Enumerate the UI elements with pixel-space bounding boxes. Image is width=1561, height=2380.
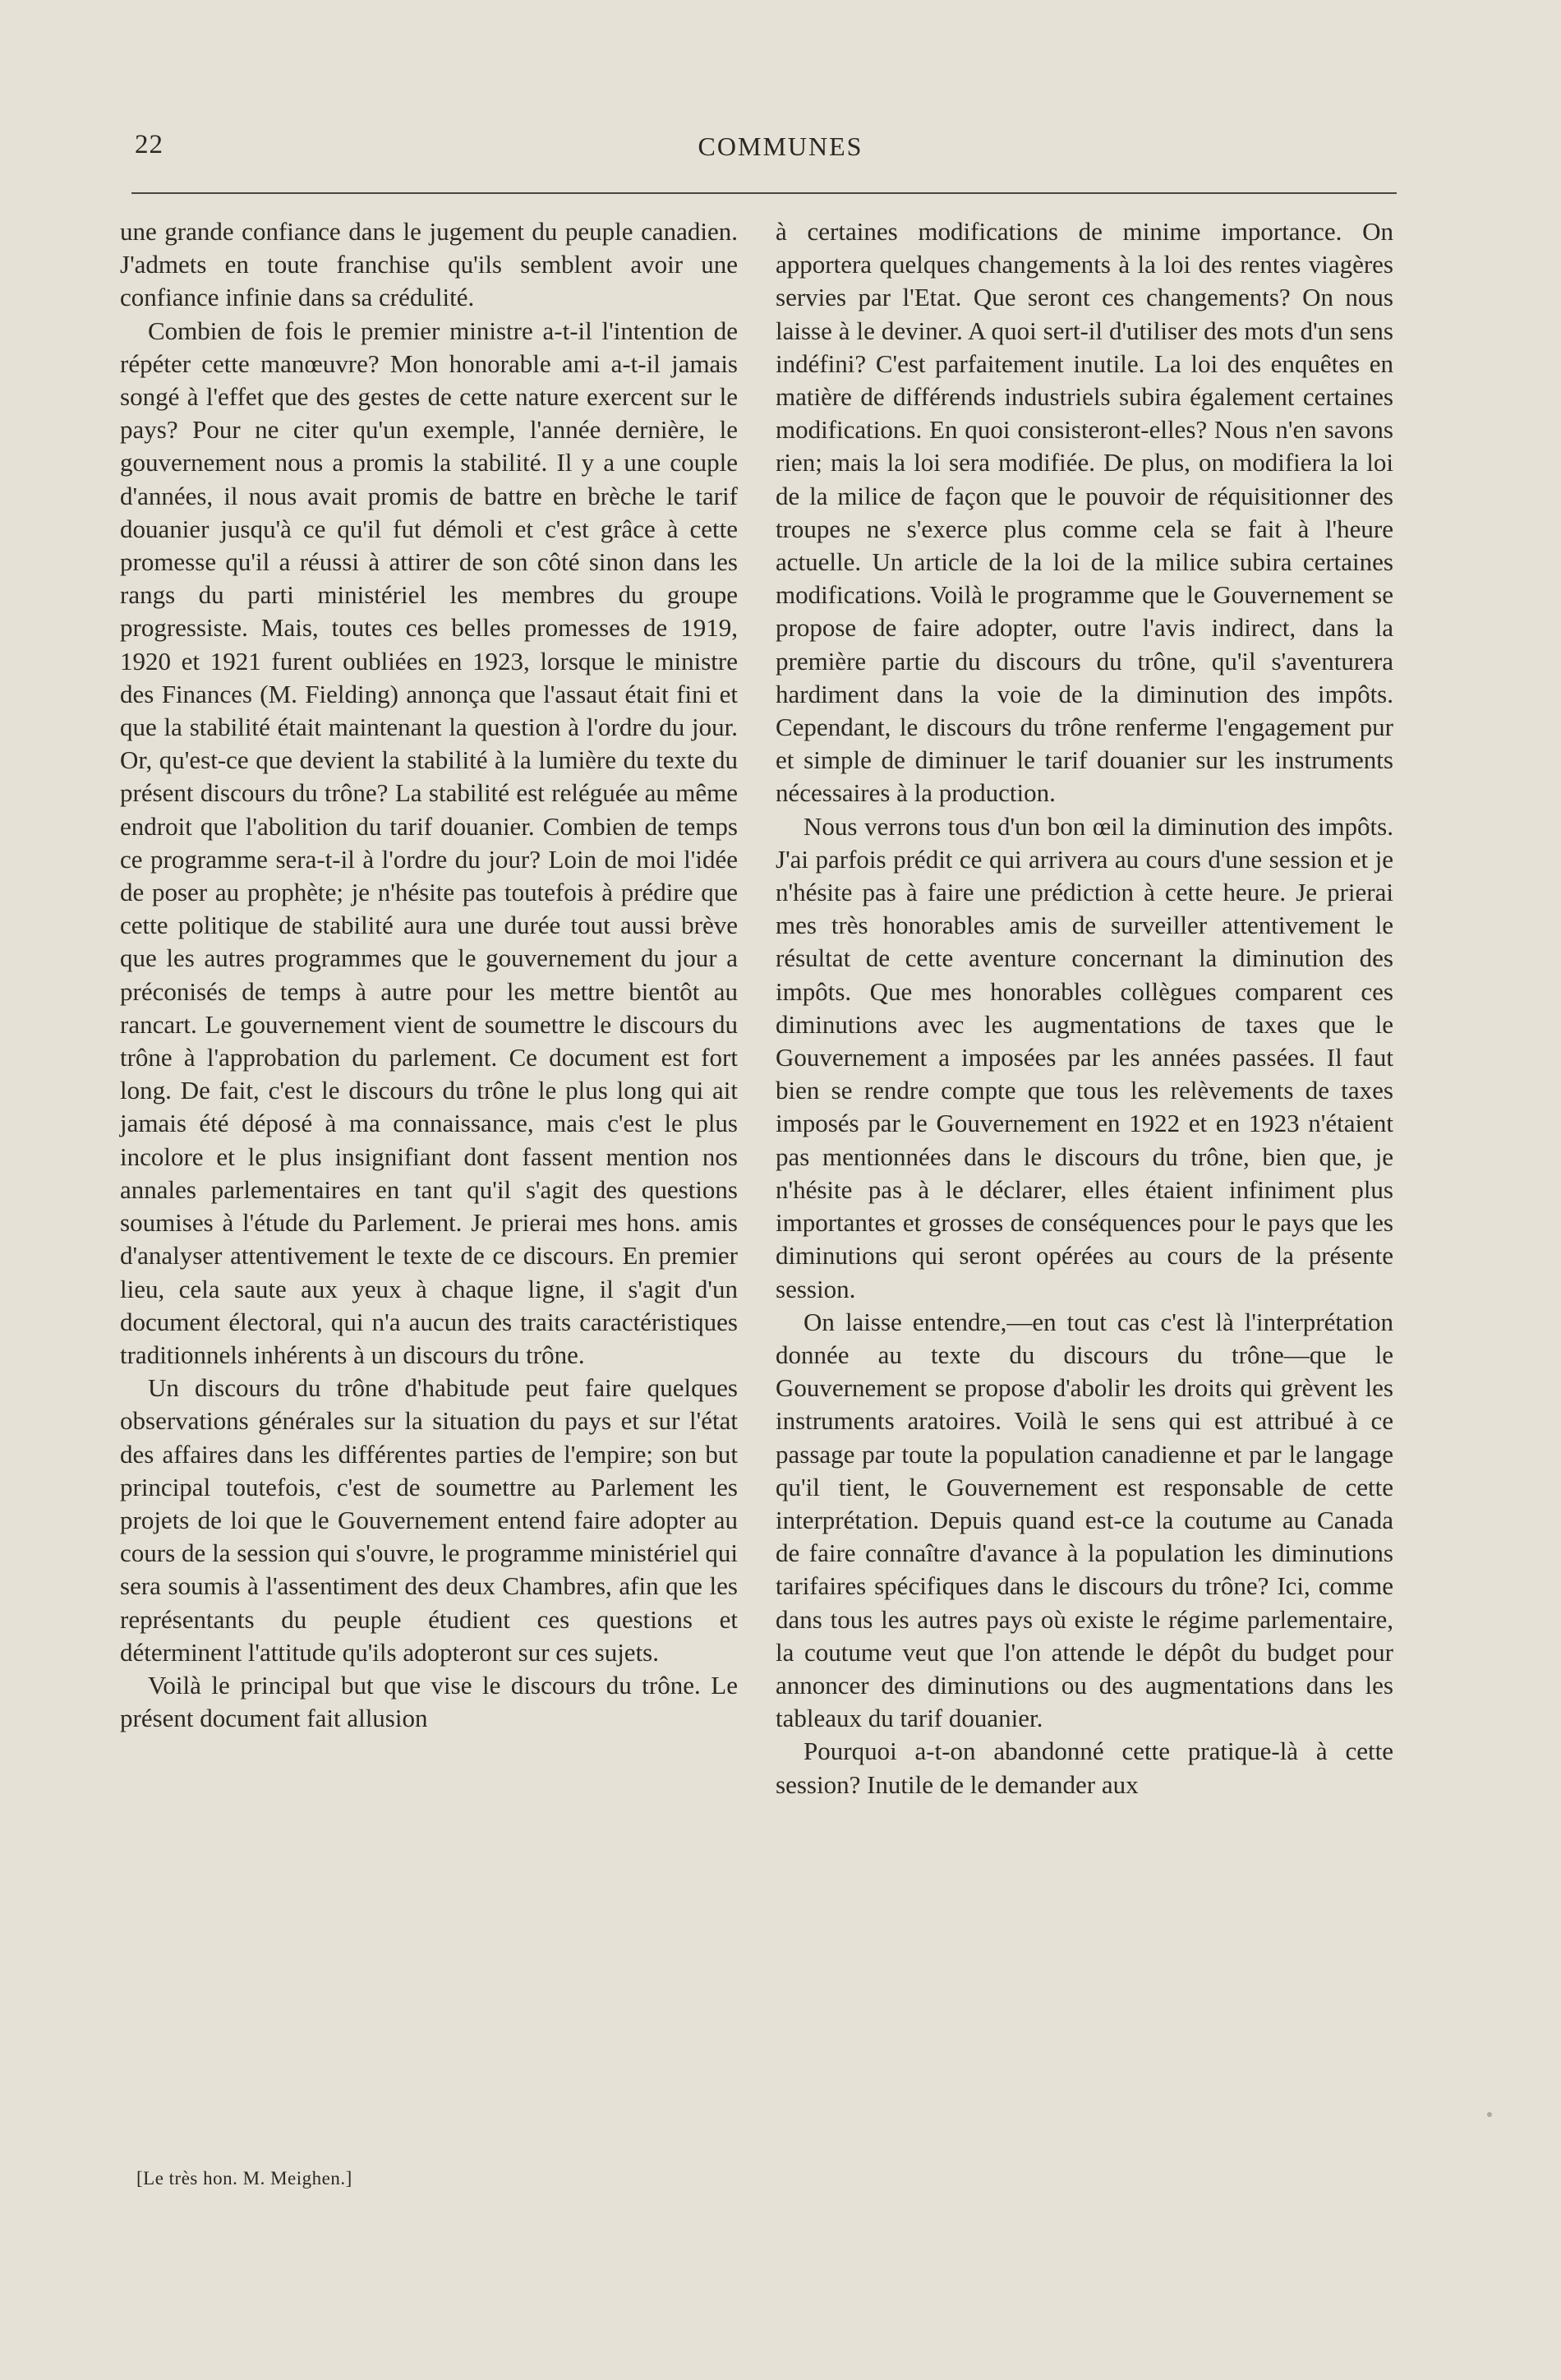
speaker-footnote: [Le très hon. M. Meighen.] bbox=[136, 2168, 352, 2189]
header-rule bbox=[131, 192, 1397, 194]
paper-speck bbox=[1487, 2112, 1492, 2117]
paragraph: Pourquoi a-t-on abandonné cette pratique-là à cette session? Inutile de le demander aux bbox=[776, 1737, 1393, 1799]
paragraph: Voilà le principal but que vise le discours du trône. Le présent document fait allusion bbox=[120, 1670, 738, 1733]
left-column bbox=[120, 215, 738, 1735]
paragraph: Combien de fois le premier ministre a-t-il l'intention de répéter cette manœuvre? Mon honorable ami a-t-il jamais songé à l'effet que des gestes de cette nature exercent sur le pays? Pour ne citer qu'un exemple, l'année dernière, le gouvernement nous a promis la stabilité. Il y a une couple d'années, il nous avait promis de battre en brèche le tarif douanier jusqu'à ce qu'il fut démoli et c'est grâce à cette promesse qu'il a réussi à attirer de son côté sinon dans les rangs du parti ministériel les membres du groupe progressiste. Mais, toutes ces belles promesses de 1919, 1920 et 1921 furent oubliées en 1923, lorsque le ministre des Finances (M. Fielding) annonça que l'assaut était fini et que la stabilité était maintenant la question à l'ordre du jour. Or, qu'est-ce que devient la stabilité à la lumière du texte du présent discours du trône? La stabilité est reléguée au même endroit que l'abolition du tarif douanier. Combien de temps ce programme sera-t-il à l'ordre du jour? Loin de moi l'idée de poser au prophète; je n'hésite pas toutefois à prédire que cette politique de stabilité aura une durée tout aussi brève que les autres programmes que le gouvernement du jour a préconisés de temps à autre pour les mettre bientôt au rancart. Le gouvernement vient de soumettre le discours du trône à l'approbation du parlement. Ce document est fort long. De fait, c'est le discours du trône le plus long qui ait jamais été déposé à ma connaissance, mais c'est le plus incolore et le plus insignifiant dont fassent mention nos annales parlementaires en tant qu'il s'agit des questions soumises à l'étude du Parlement. Je prierai mes hons. amis d'analyser attentivement le texte de ce discours. En premier lieu, cela saute aux yeux à chaque ligne, il s'agit d'un document électoral, qui n'a aucun des traits caractéristiques traditionnels inhérents à un discours du trône. bbox=[120, 316, 738, 1369]
paragraph: Nous verrons tous d'un bon œil la diminution des impôts. J'ai parfois prédit ce qui arrivera au cours d'une session et je n'hésite pas à faire une prédiction à cette heure. Je prierai mes très honorables amis de surveiller attentivement le résultat de cette aventure concernant la diminution des impôts. Que mes honorables collègues comparent ces diminutions avec les augmentations de taxes que le Gouvernement a imposées par les années passées. Il faut bien se rendre compte que tous les relèvements de taxes imposés par le Gouvernement en 1922 et en 1923 n'étaient pas mentionnées dans le discours du trône, bien que, je n'hésite pas à le déclarer, elles étaient infiniment plus importantes et grosses de conséquences pour le pays que les diminutions qui seront opérées au cours de la présente session. bbox=[776, 811, 1393, 1303]
paragraph: Un discours du trône d'habitude peut faire quelques observations générales sur la situation du pays et sur l'état des affaires dans les différentes parties de l'empire; son but principal toutefois, c'est de soumettre au Parlement les projets de loi que le Gouvernement entend faire adopter au cours de la session qui s'ouvre, le programme ministériel qui sera soumis à l'assentiment des deux Chambres, afin que les représentants du peuple étudient ces questions et déterminent l'attitude qu'ils adopteront sur ces sujets. bbox=[120, 1373, 738, 1667]
paragraph: une grande confiance dans le jugement du peuple canadien. J'admets en toute franchise qu'ils semblent avoir une confiance infinie dans sa crédulité. bbox=[120, 217, 738, 312]
page-number: 22 bbox=[135, 130, 163, 159]
right-column bbox=[776, 215, 1393, 1801]
paragraph: à certaines modifications de minime importance. On apportera quelques changements à la loi des rentes viagères servies par l'Etat. Que seront ces changements? On nous laisse à le deviner. A quoi sert-il d'utiliser des mots d'un sens indéfini? C'est parfaitement inutile. La loi des enquêtes en matière de différends industriels subira également certaines modifications. En quoi consisteront-elles? Nous n'en savons rien; mais la loi sera modifiée. De plus, on modifiera la loi de la milice de façon que le pouvoir de réquisitionner des troupes ne s'exerce plus comme cela se fait à l'heure actuelle. Un article de la loi de la milice subira certaines modifications. Voilà le programme que le Gouvernement se propose de faire adopter, outre l'avis indirect, dans la première partie du discours du trône, qu'il s'aventurera hardiment dans la voie de la diminution des impôts. Cependant, le discours du trône renferme l'engagement pur et simple de diminuer le tarif douanier sur les instruments nécessaires à la production. bbox=[776, 217, 1393, 808]
paragraph: On laisse entendre,—en tout cas c'est là l'interprétation donnée au texte du discours du trône—que le Gouvernement se propose d'abolir les droits qui grèvent les instruments aratoires. Voilà le sens qui est attribué à ce passage par toute la population canadienne et par le langage qu'il tient, le Gouvernement est responsable de cette interprétation. Depuis quand est-ce la coutume au Canada de faire connaître d'avance à la population les diminutions tarifaires spécifiques dans le discours du trône? Ici, comme dans tous les autres pays où existe le régime parlementaire, la coutume veut que l'on attende le dépôt du budget pour annoncer des diminutions ou des augmentations dans les tableaux du tarif douanier. bbox=[776, 1307, 1393, 1733]
running-title: COMMUNES bbox=[698, 131, 863, 161]
